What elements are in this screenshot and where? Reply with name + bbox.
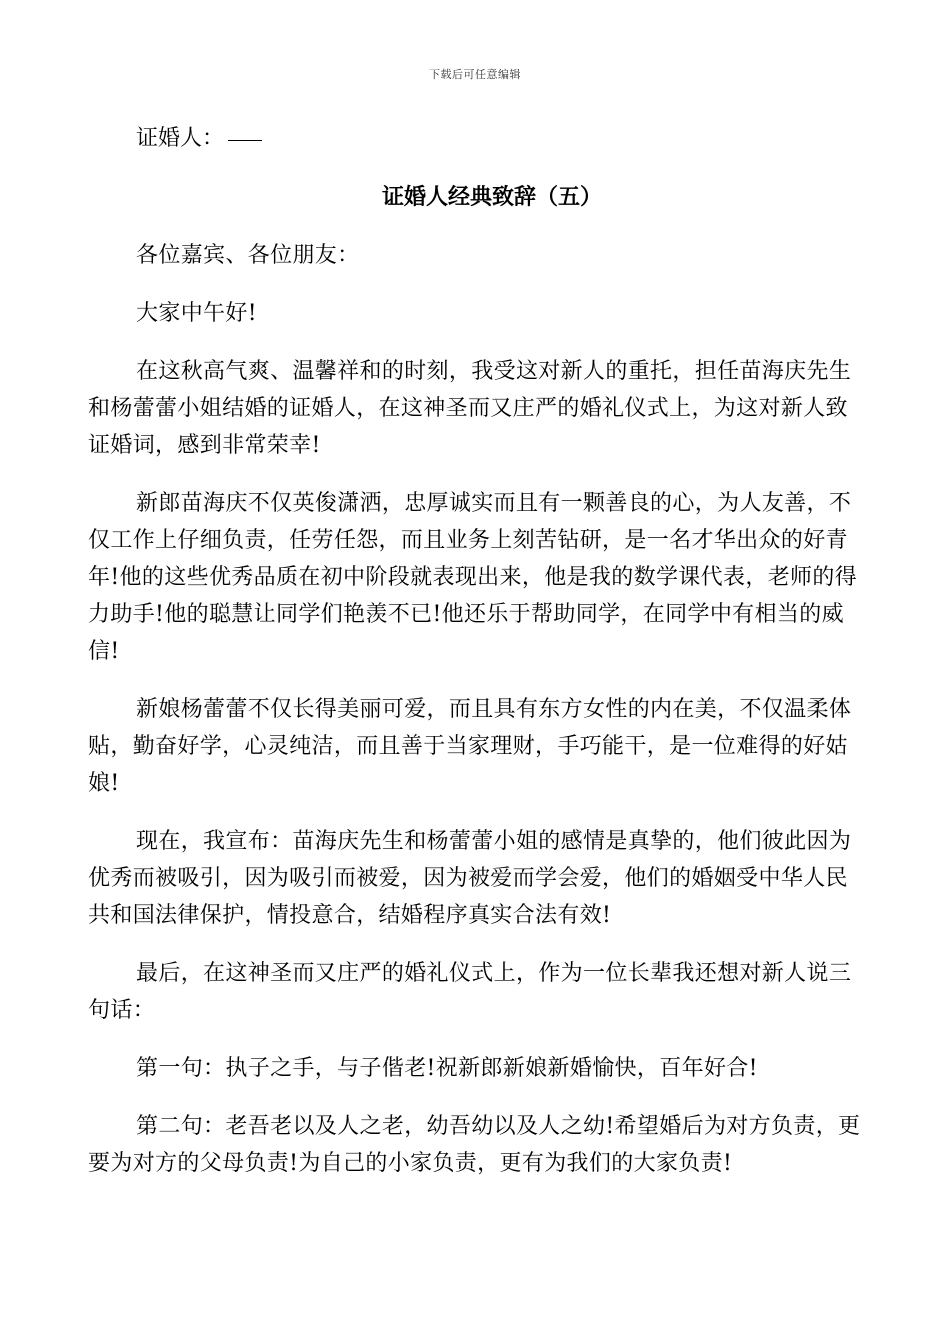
paragraph-introduction: 在这秋高气爽、温馨祥和的时刻，我受这对新人的重托，担任苗海庆先生和杨蕾蕾小姐结婚的证婚人，在这神圣而又庄严的婚礼仪式上，为这对新人致证婚词，感到非常荣幸! bbox=[88, 359, 852, 458]
paragraph-bride: 新娘杨蕾蕾不仅长得美丽可爱，而且具有东方女性的内在美，不仅温柔体贴，勤奋好学，心灵纯洁，而且善于当家理财，手巧能干，是一位难得的好姑娘! bbox=[88, 697, 852, 796]
paragraph-salutation: 大家中午好! bbox=[136, 301, 257, 326]
paragraph-greeting: 各位嘉宾、各位朋友： bbox=[136, 243, 360, 268]
paragraph-closing-intro: 最后，在这神圣而又庄严的婚礼仪式上，作为一位长辈我还想对新人说三句话： bbox=[88, 961, 852, 1023]
paragraph-second-wish: 第二句：老吾老以及人之老，幼吾幼以及人之幼!希望婚后为对方负责，更要为对方的父母负责!为自己的小家负责，更有为我们的大家负责! bbox=[88, 1114, 861, 1176]
document-title: 证婚人经典致辞（五） bbox=[381, 184, 602, 210]
document-body bbox=[88, 120, 862, 1203]
paragraph-first-wish: 第一句：执子之手，与子偕老!祝新郎新娘新婚愉快，百年好合! bbox=[136, 1056, 758, 1081]
witness-label: 证婚人： bbox=[136, 126, 225, 151]
witness-line bbox=[88, 120, 862, 158]
header-note: 下载后可任意编辑 bbox=[429, 68, 521, 81]
witness-blank-line bbox=[228, 140, 262, 141]
paragraph-announcement: 现在，我宣布：苗海庆先生和杨蕾蕾小姐的感情是真挚的，他们彼此因为优秀而被吸引，因为吸引而被爱，因为被爱而学会爱，他们的婚姻受中华人民共和国法律保护，情投意合，结婚程序真实合法有效! bbox=[88, 829, 852, 928]
paragraph-groom: 新郎苗海庆不仅英俊潇洒，忠厚诚实而且有一颗善良的心，为人友善，不仅工作上仔细负责，任劳任怨，而且业务上刻苦钻研，是一名才华出众的好青年!他的这些优秀品质在初中阶段就表现出来，他是我的数学课代表，老师的得力助手!他的聪慧让同学们艳羡不已!他还乐于帮助同学，在同学中有相当的威信! bbox=[88, 491, 858, 664]
